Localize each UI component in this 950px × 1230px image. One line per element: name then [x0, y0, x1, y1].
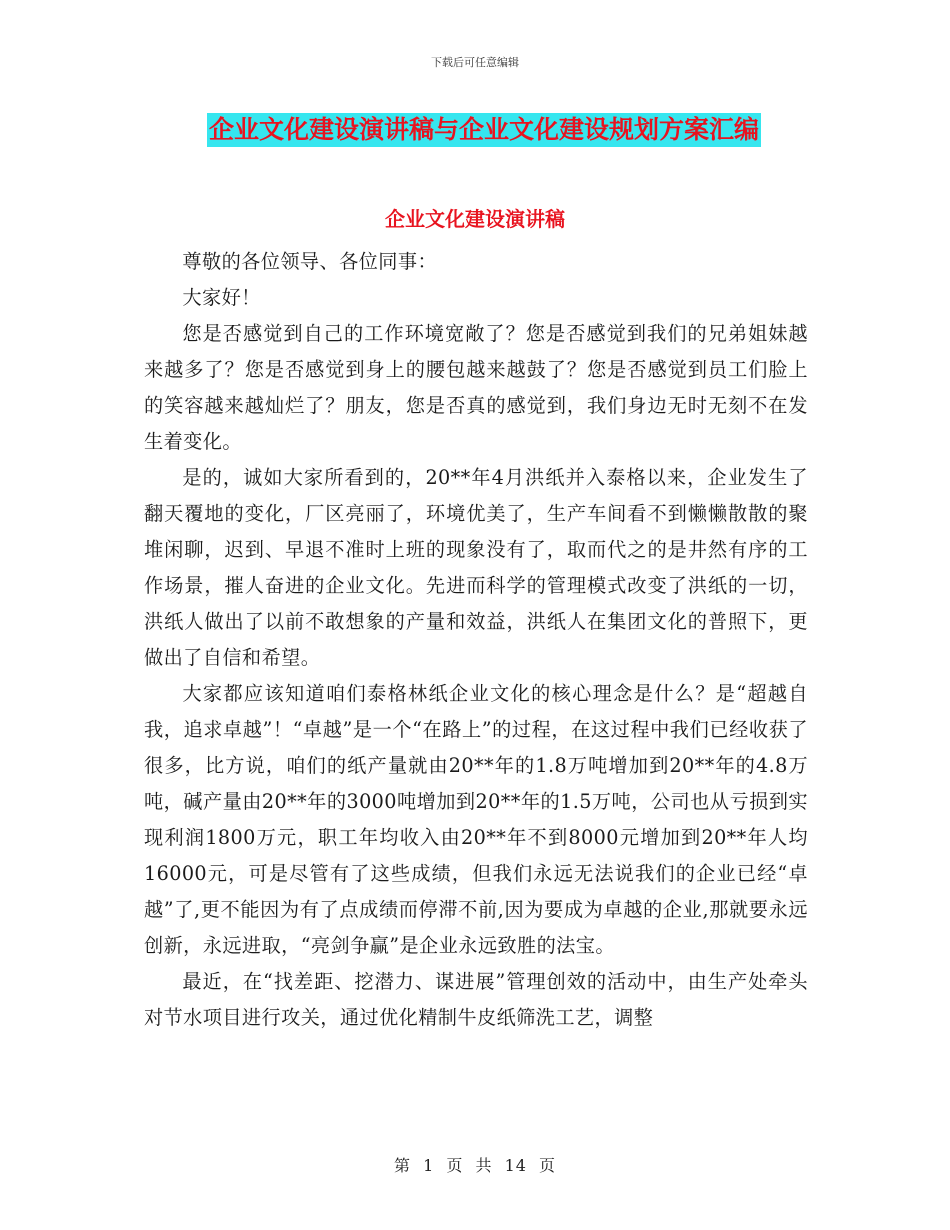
header-note: 下载后可任意编辑 [431, 56, 519, 69]
page-label-prefix: 第 [393, 1156, 411, 1175]
section-title: 企业文化建设演讲稿 [385, 207, 565, 231]
paragraph: 大家都应该知道咱们泰格林纸企业文化的核心理念是什么？是“超越自我，追求卓越”！“卓越”是一个“在路上”的过程，在这过程中我们已经收获了很多，比方说，咱们的纸产量就由20**年的1.8万吨增加到20**年的4.8万吨，碱产量由20**年的3000吨增加到20**年的1.5万吨，公司也从亏损到实现利润1800万元，职工年均收入由20**年不到8000元增加到20**年人均16000元，可是尽管有了这些成绩，但我们永远无法说我们的企业已经“卓越”了,更不能因为有了点成绩而停滞不前,因为要成为卓越的企业,那就要永远创新，永远进取，“亮剑争赢”是企业永远致胜的法宝。 [144, 682, 808, 957]
document-body [144, 244, 808, 1036]
paragraph: 您是否感觉到自己的工作环境宽敞了？您是否感觉到我们的兄弟姐妹越来越多了？您是否感觉到身上的腰包越来越鼓了？您是否感觉到员工们脸上的笑容越来越灿烂了？朋友，您是否真的感觉到，我们身边无时无刻不在发生着变化。 [144, 322, 808, 453]
page-label-mid: 页 [446, 1156, 464, 1175]
paragraph-salutation: 尊敬的各位领导、各位同事： [182, 250, 438, 273]
page-label-suffix: 页 [539, 1156, 557, 1175]
page-total: 14 [504, 1156, 527, 1175]
paragraph-greeting: 大家好！ [182, 286, 261, 309]
document-main-title: 企业文化建设演讲稿与企业文化建设规划方案汇编 [207, 113, 761, 147]
total-label-prefix: 共 [475, 1156, 493, 1175]
page-number: 1 [423, 1156, 435, 1175]
paragraph: 最近，在“找差距、挖潜力、谋进展”管理创效的活动中，由生产处牵头对节水项目进行攻关，通过优化精制牛皮纸筛洗工艺，调整 [144, 970, 808, 1029]
page-footer [0, 1153, 950, 1176]
paragraph: 是的，诚如大家所看到的，20**年4月洪纸并入泰格以来，企业发生了翻天覆地的变化，厂区亮丽了，环境优美了，生产车间看不到懒懒散散的聚堆闲聊，迟到、早退不准时上班的现象没有了，取而代之的是井然有序的工作场景，摧人奋进的企业文化。先进而科学的管理模式改变了洪纸的一切，洪纸人做出了以前不敢想象的产量和效益，洪纸人在集团文化的普照下，更做出了自信和希望。 [144, 466, 808, 669]
